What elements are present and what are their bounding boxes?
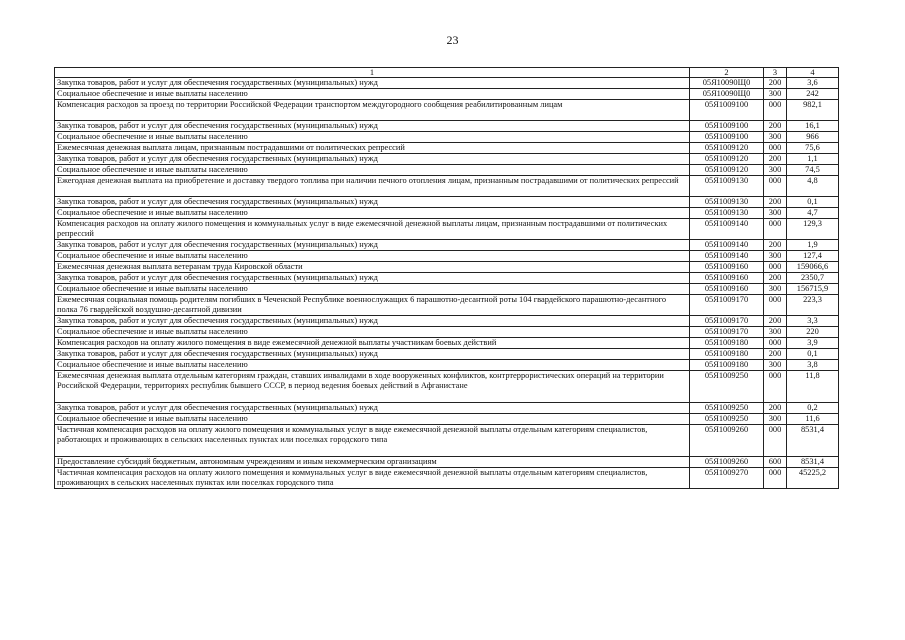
- column-header-code: 2: [690, 68, 764, 78]
- row-code-cell: 05Я1009270: [690, 468, 764, 489]
- row-type-cell: 200: [764, 154, 787, 165]
- row-code-cell: 05Я1009170: [690, 295, 764, 316]
- table-row: [55, 338, 839, 349]
- row-code-cell: 05Я1009250: [690, 371, 764, 403]
- row-type-cell: 300: [764, 165, 787, 176]
- row-name-cell: Ежемесячная денежная выплата лицам, признанным пострадавшими от политических репрессий: [55, 143, 690, 154]
- row-amount-cell: 966: [787, 132, 839, 143]
- table-row: [55, 457, 839, 468]
- row-type-cell: 300: [764, 208, 787, 219]
- row-name-cell: Компенсация расходов за проезд по территории Российской Федерации транспортом междугородного сообщения реабилитированным лицам: [55, 100, 690, 121]
- row-amount-cell: 982,1: [787, 100, 839, 121]
- row-amount-cell: 1,9: [787, 240, 839, 251]
- row-name-cell: Закупка товаров, работ и услуг для обеспечения государственных (муниципальных) нужд: [55, 240, 690, 251]
- row-amount-cell: 45225,2: [787, 468, 839, 489]
- row-code-cell: 05Я1009160: [690, 284, 764, 295]
- row-amount-cell: 11,6: [787, 414, 839, 425]
- table-row: [55, 240, 839, 251]
- row-name-cell: Ежемесячная денежная выплата ветеранам труда Кировской области: [55, 262, 690, 273]
- row-type-cell: 300: [764, 132, 787, 143]
- row-amount-cell: 220: [787, 327, 839, 338]
- row-amount-cell: 3,6: [787, 78, 839, 89]
- row-code-cell: 05Я1009100: [690, 100, 764, 121]
- row-type-cell: 200: [764, 78, 787, 89]
- row-type-cell: 000: [764, 219, 787, 240]
- row-code-cell: 05Я1009100: [690, 132, 764, 143]
- row-type-cell: 300: [764, 251, 787, 262]
- table-row: [55, 208, 839, 219]
- row-code-cell: 05Я1009140: [690, 251, 764, 262]
- row-amount-cell: 4,7: [787, 208, 839, 219]
- row-type-cell: 000: [764, 425, 787, 457]
- row-name-cell: Закупка товаров, работ и услуг для обеспечения государственных (муниципальных) нужд: [55, 121, 690, 132]
- row-name-cell: Социальное обеспечение и иные выплаты населению: [55, 208, 690, 219]
- row-type-cell: 000: [764, 468, 787, 489]
- row-name-cell: Закупка товаров, работ и услуг для обеспечения государственных (муниципальных) нужд: [55, 197, 690, 208]
- table-body: [55, 78, 839, 489]
- table-row: [55, 262, 839, 273]
- row-code-cell: 05Я1009140: [690, 219, 764, 240]
- table-row: [55, 121, 839, 132]
- row-code-cell: 05Я1009120: [690, 165, 764, 176]
- row-code-cell: 05Я1009120: [690, 154, 764, 165]
- table-row: [55, 425, 839, 457]
- table-row: [55, 284, 839, 295]
- table-row: [55, 327, 839, 338]
- table-row: [55, 295, 839, 316]
- row-code-cell: 05Я10090Щ0: [690, 89, 764, 100]
- row-amount-cell: 156715,9: [787, 284, 839, 295]
- table-row: [55, 89, 839, 100]
- row-amount-cell: 0,2: [787, 403, 839, 414]
- row-code-cell: 05Я1009170: [690, 316, 764, 327]
- row-name-cell: Закупка товаров, работ и услуг для обеспечения государственных (муниципальных) нужд: [55, 273, 690, 284]
- row-amount-cell: 4,8: [787, 176, 839, 197]
- table-row: [55, 371, 839, 403]
- row-code-cell: 05Я1009180: [690, 338, 764, 349]
- row-type-cell: 300: [764, 327, 787, 338]
- row-type-cell: 300: [764, 89, 787, 100]
- column-header-name: 1: [55, 68, 690, 78]
- row-amount-cell: 223,3: [787, 295, 839, 316]
- row-name-cell: Социальное обеспечение и иные выплаты населению: [55, 132, 690, 143]
- row-type-cell: 000: [764, 295, 787, 316]
- row-code-cell: 05Я1009170: [690, 327, 764, 338]
- budget-table: [54, 67, 839, 489]
- row-amount-cell: 11,8: [787, 371, 839, 403]
- row-type-cell: 200: [764, 121, 787, 132]
- row-type-cell: 300: [764, 360, 787, 371]
- row-amount-cell: 0,1: [787, 349, 839, 360]
- row-amount-cell: 8531,4: [787, 425, 839, 457]
- row-code-cell: 05Я1009130: [690, 176, 764, 197]
- row-amount-cell: 75,6: [787, 143, 839, 154]
- row-code-cell: 05Я1009260: [690, 457, 764, 468]
- table-row: [55, 468, 839, 489]
- row-name-cell: Социальное обеспечение и иные выплаты населению: [55, 284, 690, 295]
- row-code-cell: 05Я1009250: [690, 403, 764, 414]
- row-type-cell: 200: [764, 273, 787, 284]
- row-name-cell: Компенсация расходов на оплату жилого помещения в виде ежемесячной денежной выплаты участникам боевых действий: [55, 338, 690, 349]
- row-amount-cell: 242: [787, 89, 839, 100]
- row-amount-cell: 127,4: [787, 251, 839, 262]
- row-type-cell: 200: [764, 349, 787, 360]
- table-row: [55, 154, 839, 165]
- page-number: 23: [446, 33, 459, 47]
- table-row: [55, 414, 839, 425]
- row-type-cell: 000: [764, 371, 787, 403]
- row-amount-cell: 129,3: [787, 219, 839, 240]
- row-name-cell: Социальное обеспечение и иные выплаты населению: [55, 165, 690, 176]
- row-code-cell: 05Я1009260: [690, 425, 764, 457]
- row-name-cell: Социальное обеспечение и иные выплаты населению: [55, 414, 690, 425]
- row-code-cell: 05Я1009160: [690, 273, 764, 284]
- row-code-cell: 05Я1009100: [690, 121, 764, 132]
- table-row: [55, 165, 839, 176]
- table-row: [55, 78, 839, 89]
- row-name-cell: Закупка товаров, работ и услуг для обеспечения государственных (муниципальных) нужд: [55, 403, 690, 414]
- row-type-cell: 300: [764, 414, 787, 425]
- row-code-cell: 05Я1009160: [690, 262, 764, 273]
- row-name-cell: Социальное обеспечение и иные выплаты населению: [55, 89, 690, 100]
- column-header-type: 3: [764, 68, 787, 78]
- row-type-cell: 200: [764, 197, 787, 208]
- row-amount-cell: 3,3: [787, 316, 839, 327]
- row-amount-cell: 1,1: [787, 154, 839, 165]
- row-type-cell: 000: [764, 176, 787, 197]
- row-name-cell: Ежегодная денежная выплата на приобретение и доставку твердого топлива при наличии печного отопления лицам, признанным пострадавшими от политических репрессий: [55, 176, 690, 197]
- row-name-cell: Ежемесячная социальная помощь родителям погибших в Чеченской Республике военнослужащих 6 парашютно-десантной роты 104 гвардейского парашютно-десантного полка 76 гвардейской воздушно-десантной дивизии: [55, 295, 690, 316]
- row-code-cell: 05Я10090Щ0: [690, 78, 764, 89]
- row-amount-cell: 3,9: [787, 338, 839, 349]
- row-code-cell: 05Я1009130: [690, 197, 764, 208]
- table-row: [55, 403, 839, 414]
- table-row: [55, 197, 839, 208]
- row-type-cell: 200: [764, 403, 787, 414]
- row-name-cell: Закупка товаров, работ и услуг для обеспечения государственных (муниципальных) нужд: [55, 316, 690, 327]
- table-row: [55, 219, 839, 240]
- row-type-cell: 600: [764, 457, 787, 468]
- row-name-cell: Закупка товаров, работ и услуг для обеспечения государственных (муниципальных) нужд: [55, 78, 690, 89]
- column-header-amount: 4: [787, 68, 839, 78]
- row-code-cell: 05Я1009180: [690, 349, 764, 360]
- row-type-cell: 200: [764, 240, 787, 251]
- table-header-row: [55, 68, 839, 78]
- row-amount-cell: 159066,6: [787, 262, 839, 273]
- row-type-cell: 000: [764, 143, 787, 154]
- row-name-cell: Социальное обеспечение и иные выплаты населению: [55, 360, 690, 371]
- table-row: [55, 143, 839, 154]
- row-type-cell: 300: [764, 284, 787, 295]
- row-amount-cell: 2350,7: [787, 273, 839, 284]
- row-code-cell: 05Я1009140: [690, 240, 764, 251]
- row-amount-cell: 8531,4: [787, 457, 839, 468]
- row-name-cell: Ежемесячная денежная выплата отдельным категориям граждан, ставших инвалидами в ходе вооруженных конфликтов, контртеррористических операций на территории Российской Федерации, территориях республик бывшего СССР, в период ведения боевых действий в Афганистане: [55, 371, 690, 403]
- table-row: [55, 273, 839, 284]
- table-row: [55, 251, 839, 262]
- table-row: [55, 316, 839, 327]
- row-amount-cell: 0,1: [787, 197, 839, 208]
- table-row: [55, 349, 839, 360]
- row-name-cell: Компенсация расходов на оплату жилого помещения и коммунальных услуг в виде ежемесячной денежной выплаты лицам, признанным пострадавшими от политических репрессий: [55, 219, 690, 240]
- row-name-cell: Закупка товаров, работ и услуг для обеспечения государственных (муниципальных) нужд: [55, 349, 690, 360]
- row-name-cell: Социальное обеспечение и иные выплаты населению: [55, 251, 690, 262]
- row-type-cell: 000: [764, 262, 787, 273]
- row-name-cell: Социальное обеспечение и иные выплаты населению: [55, 327, 690, 338]
- row-amount-cell: 3,8: [787, 360, 839, 371]
- row-name-cell: Частичная компенсация расходов на оплату жилого помещения и коммунальных услуг в виде ежемесячной денежной выплаты отдельным категориям специалистов, проживающих в сельских населенных пунктах или поселках городского типа: [55, 468, 690, 489]
- row-code-cell: 05Я1009250: [690, 414, 764, 425]
- row-code-cell: 05Я1009130: [690, 208, 764, 219]
- row-type-cell: 200: [764, 316, 787, 327]
- row-name-cell: Закупка товаров, работ и услуг для обеспечения государственных (муниципальных) нужд: [55, 154, 690, 165]
- row-amount-cell: 16,1: [787, 121, 839, 132]
- row-code-cell: 05Я1009120: [690, 143, 764, 154]
- row-type-cell: 000: [764, 100, 787, 121]
- row-amount-cell: 74,5: [787, 165, 839, 176]
- table-row: [55, 176, 839, 197]
- table-row: [55, 360, 839, 371]
- row-code-cell: 05Я1009180: [690, 360, 764, 371]
- row-name-cell: Частичная компенсация расходов на оплату жилого помещения и коммунальных услуг в виде ежемесячной денежной выплаты отдельным категориям специалистов, работающих и проживающих в сельских населенных пунктах или поселках городского типа: [55, 425, 690, 457]
- row-type-cell: 000: [764, 338, 787, 349]
- table-row: [55, 100, 839, 121]
- table-row: [55, 132, 839, 143]
- row-name-cell: Предоставление субсидий бюджетным, автономным учреждениям и иным некоммерческим организациям: [55, 457, 690, 468]
